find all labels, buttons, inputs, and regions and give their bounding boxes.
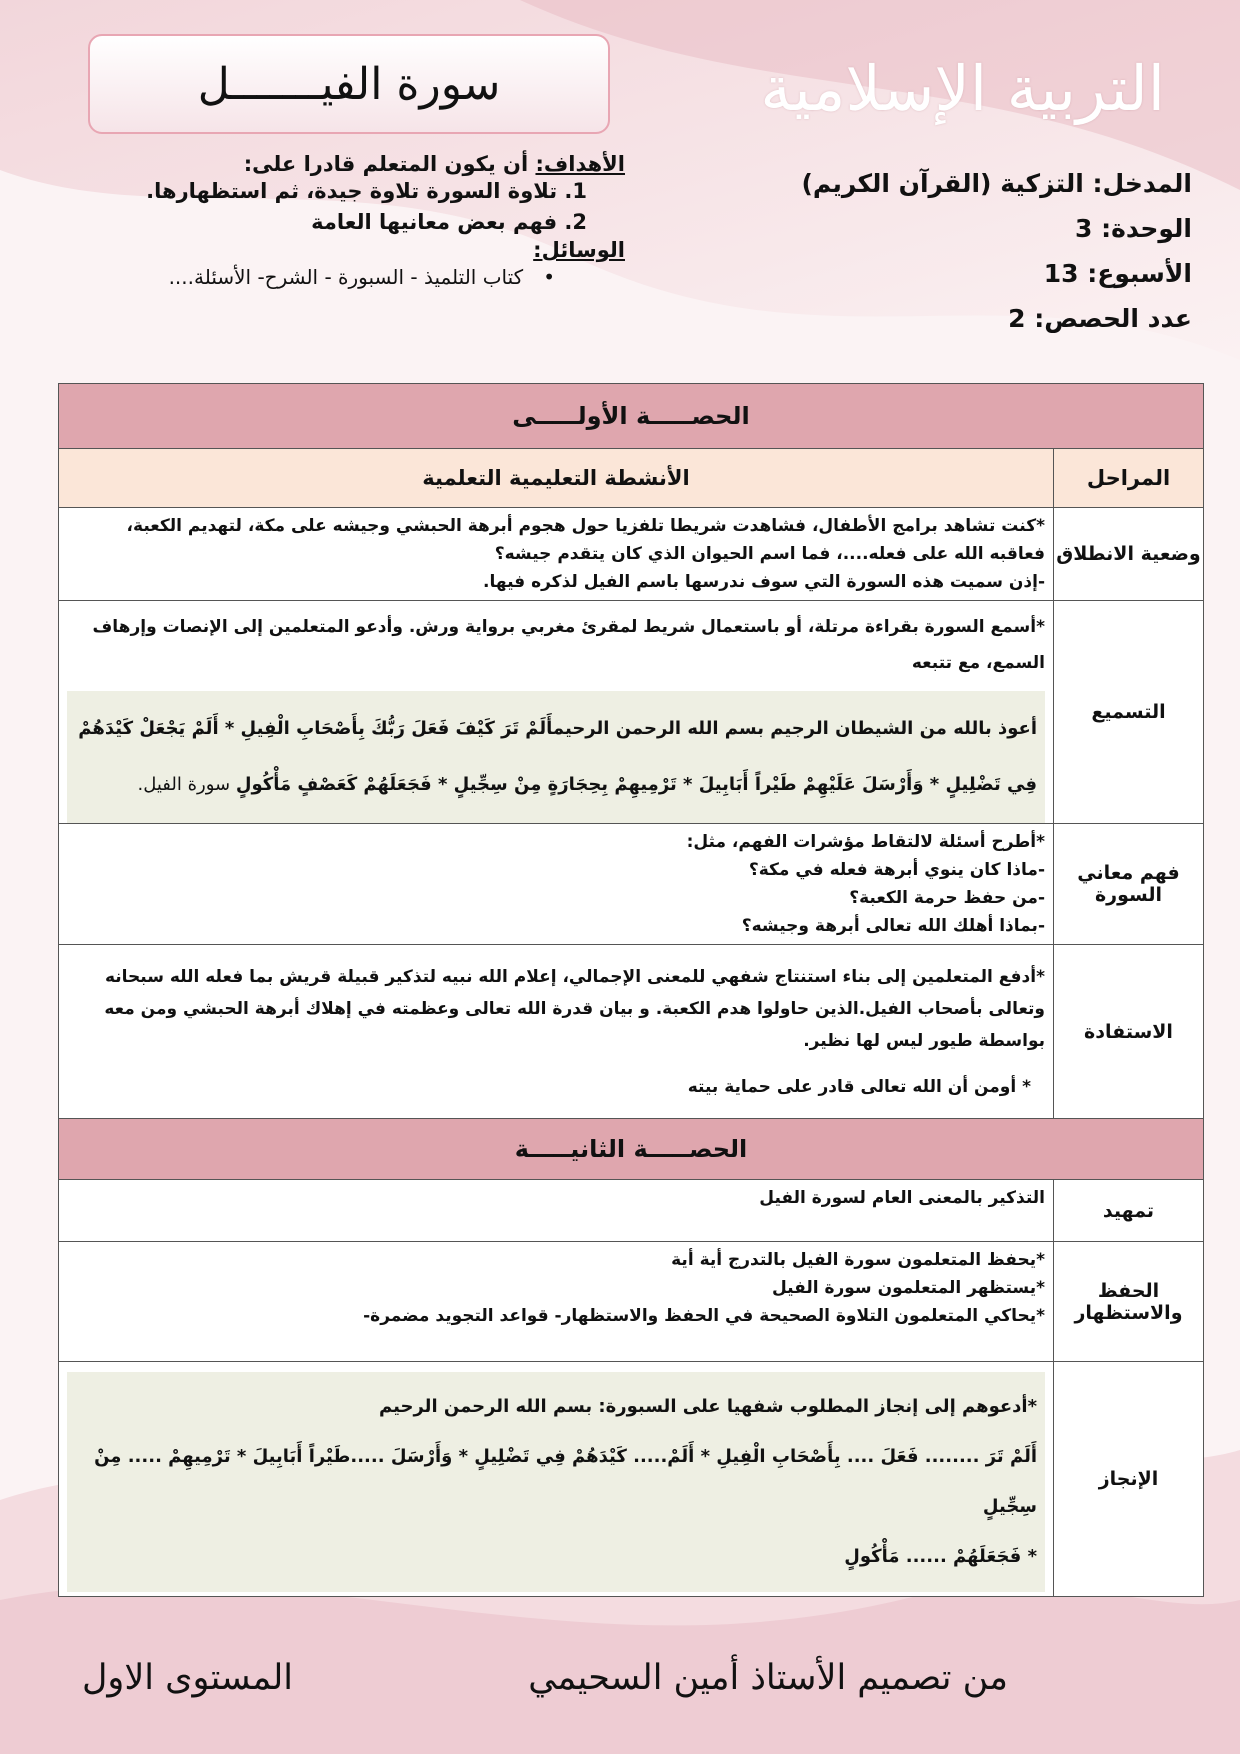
level-label: المستوى الاول	[82, 1658, 294, 1698]
meta-domain: المدخل: التزكية (القرآن الكريم)	[801, 169, 1192, 198]
lesson2-header-row	[59, 1119, 1204, 1180]
meta-unit: الوحدة: 3	[1075, 214, 1192, 243]
quran-exercise-line: أَلَمْ تَرَ ........ فَعَلَ .... بِأَصْحَابِ الْفِيلِ * أَلَمْ..... كَيْدَهُمْ فِي تَضْلِيلٍ * وَأَرْسَلَ .....طَيْراً أَبَابِيلَ * تَرْمِيهِمْ ..... مِنْ سِجِّيلٍ	[94, 1446, 1037, 1517]
phase-cell: وضعية الانطلاق	[1054, 508, 1204, 601]
surah-title-box	[88, 34, 610, 134]
phase-cell: الحفظ والاستظهار	[1054, 1242, 1204, 1362]
meta-sessions: عدد الحصص: 2	[1008, 304, 1192, 333]
activity-line: -بماذا أهلك الله تعالى أبرهة وجيشه؟	[741, 916, 1045, 936]
activity-line: -ماذا كان ينوي أبرهة فعله في مكة؟	[748, 860, 1045, 880]
phase-cell: التسميع	[1054, 601, 1204, 824]
table-row	[59, 1242, 1204, 1362]
objective-item: 2. فهم بعض معانيها العامة	[311, 210, 587, 234]
activity-line: * أومن أن الله تعالى قادر على حماية بيته	[687, 1076, 1031, 1097]
activity-cell	[59, 1242, 1054, 1362]
activity-line: -من حفظ حرمة الكعبة؟	[849, 888, 1045, 908]
lesson1-title: الحصـــــة الأولـــــى	[59, 384, 1204, 449]
table-row	[59, 945, 1204, 1119]
objectives-block	[140, 152, 625, 292]
tools-heading: الوسائل:	[533, 238, 625, 262]
quran-tail: سورة الفيل.	[137, 774, 236, 795]
activity-cell	[59, 508, 1054, 601]
quran-verses: أعوذ بالله من الشيطان الرجيم بسم الله الرحمن الرحيمأَلَمْ تَرَ كَيْفَ فَعَلَ رَبُّكَ بِأَصْحَابِ الْفِيلِ * أَلَمْ يَجْعَلْ كَيْدَهُمْ فِي تَضْلِيلٍ * وَأَرْسَلَ عَلَيْهِمْ طَيْراً أَبَابِيلَ * تَرْمِيهِمْ بِحِجَارَةٍ مِنْ سِجِّيلٍ * فَجَعَلَهُمْ كَعَصْفٍ مَأْكُولٍ	[78, 718, 1037, 795]
quran-text-block	[67, 691, 1045, 823]
table-row	[59, 1362, 1204, 1597]
table-row	[59, 508, 1204, 601]
activity-line: -إذن سميت هذه السورة التي سوف ندرسها باسم الفيل لذكره فيها.	[483, 572, 1045, 592]
activity-line: *يحفظ المتعلمون سورة الفيل بالتدرج أية أية	[671, 1250, 1045, 1270]
activity-line: *كنت تشاهد برامج الأطفال، فشاهدت شريطا تلفزيا حول هجوم أبرهة الحبشي وجيشه على مكة، لتهديم الكعبة، فعاقبه الله على فعله....، فما اسم الحيوان الذي كان يتقدم جيشه؟	[126, 516, 1045, 564]
activity-cell	[59, 1180, 1054, 1242]
col-phases: المراحل	[1054, 449, 1204, 508]
activity-line: *أسمع السورة بقراءة مرتلة، أو باستعمال شريط لمقرئ مغربي برواية ورش. وأدعو المتعلمين إلى الإنصات وإرهاف السمع، مع تتبعه	[92, 617, 1045, 673]
col-activities: الأنشطة التعليمية التعلمية	[59, 449, 1054, 508]
activity-cell	[59, 1362, 1054, 1597]
activity-line: *أدعوهم إلى إنجاز المطلوب شفهيا على السبورة: بسم الله الرحمن الرحيم	[379, 1396, 1037, 1417]
designer-credit: من تصميم الأستاذ أمين السحيمي	[528, 1658, 1008, 1698]
activity-line: *أدفع المتعلمين إلى بناء استنتاج شفهي للمعنى الإجمالي، إعلام الله نبيه لتذكير قبيلة قريش بما فعله الله سبحانه وتعالى بأصحاب الفيل.الذين حاولوا هدم الكعبة. و بيان قدرة الله تعالى وعظمته في إهلاك أبرهة الحبشي ومن معه بواسطة طيور ليس لها نظير.	[104, 966, 1045, 1051]
activity-line: التذكير بالمعنى العام لسورة الفيل	[759, 1188, 1045, 1208]
surah-title: سورة الفيـــــــل	[197, 58, 501, 110]
table-row	[59, 601, 1204, 824]
objective-item: 1. تلاوة السورة تلاوة جيدة، ثم استظهارها.	[146, 179, 587, 203]
quran-exercise-line: * فَجَعَلَهُمْ ...... مَأْكُولٍ	[844, 1546, 1037, 1567]
phase-cell: فهم معاني السورة	[1054, 824, 1204, 945]
lesson2-title: الحصـــــة الثانيـــــة	[59, 1119, 1204, 1180]
meta-week: الأسبوع: 13	[1043, 259, 1192, 288]
activity-cell	[59, 601, 1054, 824]
column-header-row	[59, 449, 1204, 508]
activity-cell	[59, 824, 1054, 945]
table-row	[59, 1180, 1204, 1242]
tools-item: • كتاب التلميذ - السبورة - الشرح- الأسئلة....	[140, 262, 625, 292]
lesson1-header-row	[59, 384, 1204, 449]
phase-cell: الإنجاز	[1054, 1362, 1204, 1597]
objectives-heading: الأهداف: أن يكون المتعلم قادرا على:	[243, 152, 625, 176]
subject-title: التربية الإسلامية	[760, 52, 1165, 125]
activity-line: *يحاكي المتعلمون التلاوة الصحيحة في الحفظ والاستظهار- قواعد التجويد مضمرة-	[363, 1306, 1045, 1326]
activity-cell	[59, 945, 1054, 1119]
table-row	[59, 824, 1204, 945]
phase-cell: تمهيد	[1054, 1180, 1204, 1242]
activity-line: *يستظهر المتعلمون سورة الفيل	[771, 1278, 1045, 1298]
objectives-list	[140, 176, 625, 238]
lesson-meta	[772, 165, 1192, 345]
activity-line: *أطرح أسئلة لالتقاط مؤشرات الفهم، مثل:	[686, 832, 1045, 852]
lesson-plan-table	[58, 383, 1204, 1597]
phase-cell: الاستفادة	[1054, 945, 1204, 1119]
quran-exercise-block	[67, 1372, 1045, 1592]
